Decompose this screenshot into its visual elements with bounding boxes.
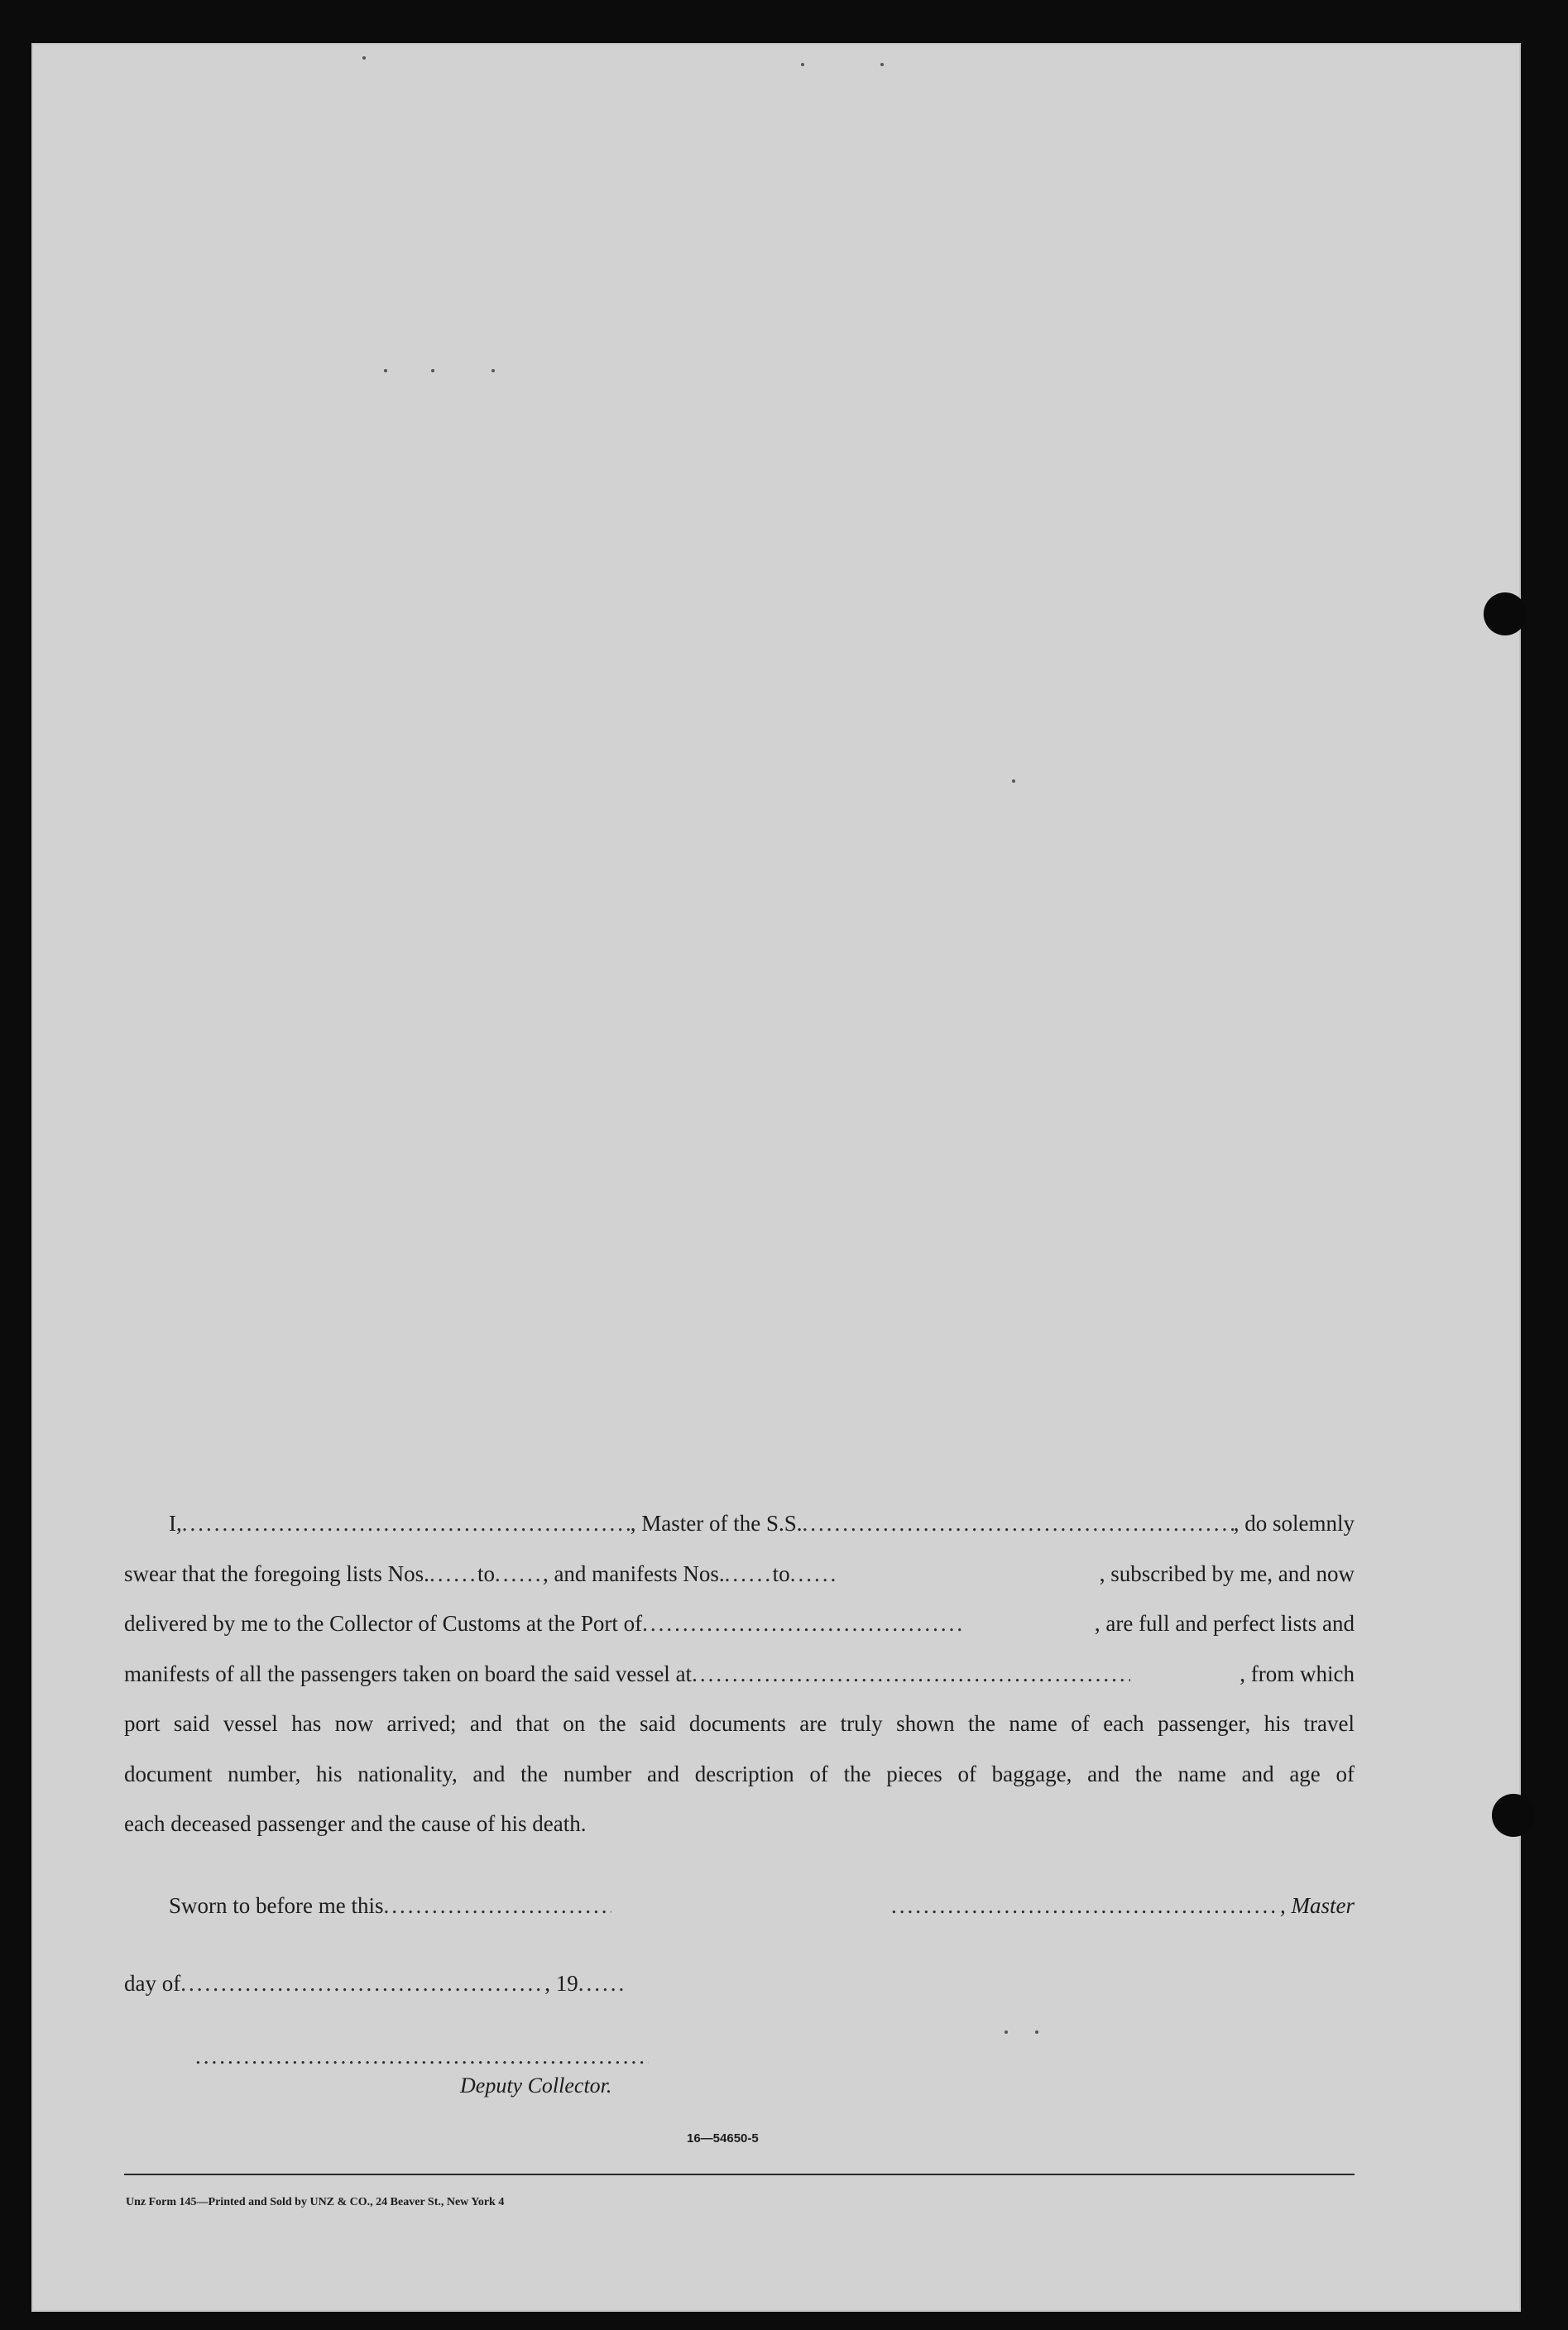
footer-rule	[124, 2174, 1355, 2175]
list-from-blank[interactable]	[429, 1561, 477, 1587]
deputy-collector-label: Deputy Collector.	[460, 2074, 612, 2097]
oath-line	[124, 1611, 1355, 1661]
form-number: 16—54650-5	[687, 2131, 759, 2145]
sworn-date-blank[interactable]	[383, 1893, 611, 1919]
oath-line: each deceased passenger and the cause of his death.	[124, 1811, 587, 1836]
sworn-statement	[124, 1893, 599, 1919]
oath-text: , subscribed by me, and now	[1099, 1561, 1355, 1586]
oath-text: , and manifests Nos.	[542, 1561, 725, 1586]
oath-text: , from which	[1240, 1661, 1355, 1686]
oath-line: port said vessel has now arrived; and that on the said documents are truly shown the name of each passenger, his travel	[124, 1711, 1355, 1736]
master-signature	[891, 1893, 1355, 1919]
sworn-label: Sworn to before me this	[169, 1893, 384, 1918]
port-blank[interactable]	[642, 1611, 963, 1637]
oath-text: to	[772, 1561, 790, 1586]
master-label: , Master	[1280, 1893, 1355, 1918]
year-blank[interactable]	[578, 1971, 625, 1997]
oath-line	[124, 1561, 1355, 1612]
day-row	[124, 1971, 654, 1997]
oath-text: swear that the foregoing lists Nos.	[124, 1561, 429, 1586]
manifest-from-blank[interactable]	[725, 1561, 773, 1587]
oath-paragraph	[124, 1511, 1355, 1862]
oath-text: , do solemnly	[1233, 1511, 1355, 1536]
oath-text: , are full and perfect lists and	[1094, 1611, 1355, 1636]
oath-line	[124, 1511, 1355, 1561]
oath-line	[124, 1661, 1355, 1712]
master-signature-blank[interactable]	[891, 1893, 1280, 1919]
punch-hole	[1492, 1794, 1535, 1837]
day-of-label: day of	[124, 1971, 181, 1996]
oath-text: manifests of all the passengers taken on board the said vessel at	[124, 1661, 693, 1686]
list-to-blank[interactable]	[495, 1561, 543, 1587]
month-blank[interactable]	[180, 1971, 544, 1997]
punch-hole	[1484, 592, 1527, 635]
oath-text: delivered by me to the Collector of Customs at the Port of	[124, 1611, 643, 1636]
oath-line: document number, his nationality, and the number and description of the pieces of baggage, and the name and age of	[124, 1761, 1355, 1786]
manifest-to-blank[interactable]	[790, 1561, 838, 1587]
year-label: , 19	[544, 1971, 578, 1996]
sworn-row	[124, 1893, 1355, 1919]
printer-footer: Unz Form 145—Printed and Sold by UNZ & CO., 24 Beaver St., New York 4	[126, 2196, 505, 2208]
oath-text: to	[477, 1561, 495, 1586]
deputy-signature-blank[interactable]	[195, 2044, 649, 2069]
vessel-name-blank[interactable]	[802, 1511, 1233, 1537]
boarding-port-blank[interactable]	[692, 1661, 1130, 1687]
oath-text: I,	[169, 1511, 182, 1536]
oath-text: , Master of the S.S.	[630, 1511, 803, 1536]
master-name-blank[interactable]	[182, 1511, 631, 1537]
